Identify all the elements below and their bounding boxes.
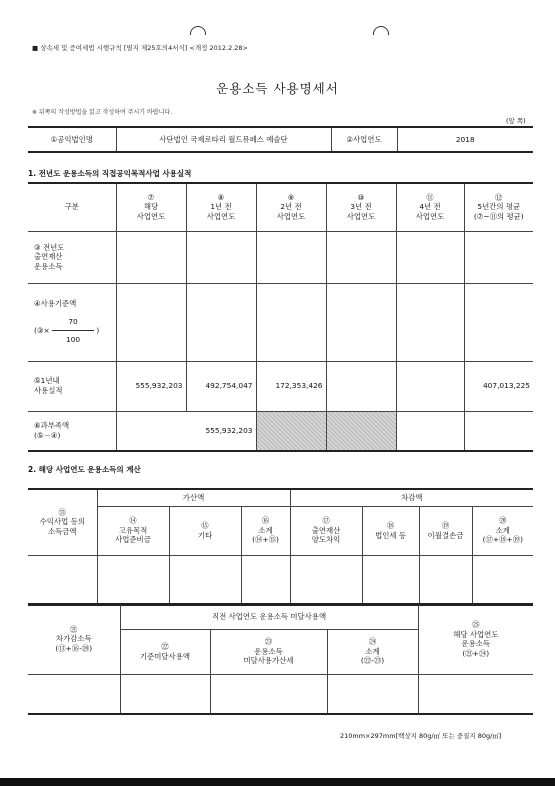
section2-table-b: [28, 603, 533, 715]
cell: [256, 231, 326, 283]
page-side-label: (앞 쪽): [506, 117, 526, 125]
fraction-denominator: 100: [66, 335, 81, 345]
col-4yr-before: ⑪ 4년 전 사업연도: [396, 183, 464, 231]
fraction: [52, 317, 94, 345]
col-category: 구분: [28, 183, 116, 231]
section2-title: 2. 해당 사업연도 운용소득의 계산: [28, 465, 141, 474]
cell: [186, 231, 256, 283]
col-3yr-before: ⑩ 3년 전 사업연도: [326, 183, 396, 231]
cell: [396, 231, 464, 283]
org-name-label: ①공익법인명: [28, 127, 116, 152]
col-shortfall-penalty: ㉓ 운용소득 미달사용가산세: [210, 629, 327, 674]
cell: [327, 674, 418, 714]
cell: [472, 555, 533, 605]
deductions-header: 차감액: [290, 489, 533, 506]
usage-3yr-before: [326, 361, 396, 411]
usage-2yr-before: 172,353,426: [256, 361, 326, 411]
usage-4yr-before: [396, 361, 464, 411]
surplus-deficit-value: 555,932,203: [116, 411, 256, 451]
cell: [464, 283, 533, 361]
section2-table-a: [28, 488, 533, 606]
col-transfer-gain: ⑰ 출연재산 양도차익: [290, 506, 362, 555]
page-title: 운용소득 사용명세서: [216, 81, 339, 96]
cell: [419, 555, 472, 605]
cell: [28, 674, 120, 714]
usage-current-year: 555,932,203: [116, 361, 186, 411]
cell: [28, 555, 97, 605]
cell: [362, 555, 419, 605]
cell: [326, 283, 396, 361]
col-additions-subtotal: ⑯ 소계 (⑭+⑮): [241, 506, 290, 555]
punch-hole-right: [373, 26, 389, 35]
cell: [186, 283, 256, 361]
usage-standard-label: ④사용기준액: [34, 299, 77, 309]
shaded-cell: [256, 411, 326, 451]
col-current-year: ⑦ 해당 사업연도: [116, 183, 186, 231]
unused-amount-header: 직전 사업연도 운용소득 미달사용액: [120, 604, 418, 629]
additions-header: 가산액: [97, 489, 290, 506]
paper-spec: 210mm×297mm[백상지 80g/㎡ 또는 중질지 80g/㎡]: [340, 732, 502, 740]
fiscal-year-value: 2018: [397, 127, 533, 152]
usage-1yr-before: 492,754,047: [186, 361, 256, 411]
formula-suffix: ): [96, 325, 100, 335]
cell: [116, 231, 186, 283]
cell: [120, 674, 210, 714]
col-current-operating-income: ㉕ 해당 사업연도 운용소득 (㉑+㉔): [418, 604, 533, 674]
section1-title: 1. 전년도 운용소득의 직접공익목적사업 사용실적: [28, 169, 192, 178]
col-business-income: ⑬ 수익사업 등의 소득금액: [28, 489, 97, 555]
col-2yr-before: ⑨ 2년 전 사업연도: [256, 183, 326, 231]
cell: [396, 283, 464, 361]
cell: [97, 555, 169, 605]
cell: [116, 283, 186, 361]
info-table: [28, 126, 533, 153]
row-prior-income: ③ 전년도 출연재산 운용소득: [28, 231, 116, 283]
cell: [210, 674, 327, 714]
col-reserve-fund: ⑭ 고유목적 사업준비금: [97, 506, 169, 555]
fiscal-year-label: ②사업연도: [331, 127, 397, 152]
org-name-value: 사단법인 국제로타리 월드뮤페스 예술단: [116, 127, 331, 152]
cell: [290, 555, 362, 605]
cell: [464, 231, 533, 283]
col-deductions-subtotal: ⑳ 소계 (⑰+⑱+⑲): [472, 506, 533, 555]
section1-table: [28, 182, 533, 452]
cell: [464, 411, 533, 451]
scan-edge: [0, 778, 555, 786]
cell: [241, 555, 290, 605]
col-shortfall-subtotal: ㉔ 소계 (㉒-㉓): [327, 629, 418, 674]
col-5yr-average: ⑫ 5년간의 평균 (⑦~⑪의 평균): [464, 183, 533, 231]
col-corporate-tax: ⑱ 법인세 등: [362, 506, 419, 555]
row-surplus-deficit: ⑥과부족액 (⑤－④): [28, 411, 116, 451]
col-loss-carryforward: ⑲ 이월결손금: [419, 506, 472, 555]
col-other: ⑮ 기타: [169, 506, 241, 555]
cell: [256, 283, 326, 361]
fraction-numerator: 70: [68, 316, 78, 326]
instruction-note: ※ 뒤쪽의 작성방법을 읽고 작성하여 주시기 바랍니다.: [32, 109, 173, 116]
regulation-header: ■ 상속세 및 증여세법 시행규칙 [별지 제25호의4서식] <개정 2012.2.28>: [32, 44, 248, 52]
row-actual-usage: ⑤1년내 사용실적: [28, 361, 116, 411]
col-net-income: ㉑ 차가감소득 (⑬+⑯-⑳): [28, 604, 120, 674]
cell: [169, 555, 241, 605]
usage-5yr-average: 407,013,225: [464, 361, 533, 411]
punch-hole-left: [190, 26, 206, 35]
col-1yr-before: ⑧ 1년 전 사업연도: [186, 183, 256, 231]
col-standard-shortfall: ㉒ 기준미달사용액: [120, 629, 210, 674]
cell: [418, 674, 533, 714]
shaded-cell: [326, 411, 396, 451]
formula-prefix: (③×: [34, 325, 50, 335]
cell: [326, 231, 396, 283]
cell: [396, 411, 464, 451]
row-usage-standard: [28, 283, 116, 361]
